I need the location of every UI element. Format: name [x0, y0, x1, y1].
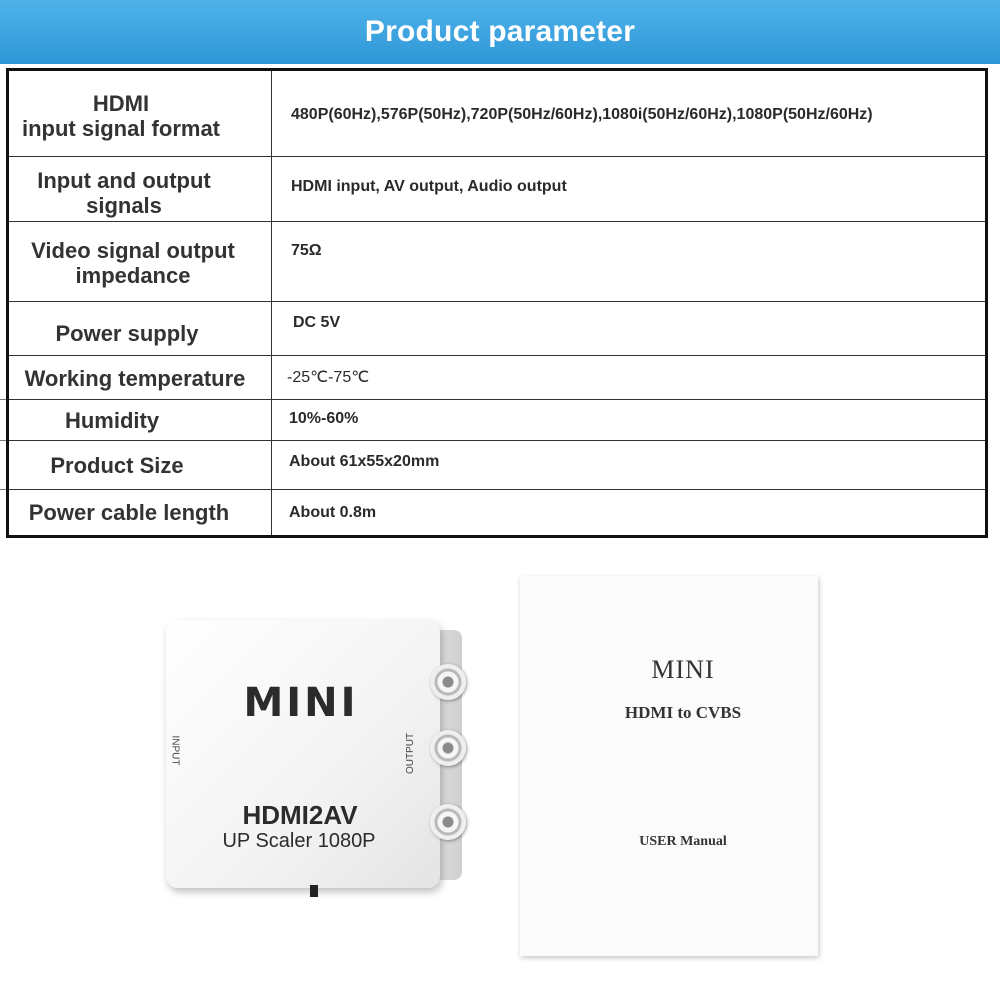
row-label-line: Humidity — [64, 408, 160, 433]
table-row — [9, 71, 985, 157]
manual-subtitle: HDMI to CVBS — [624, 703, 742, 722]
spec-table — [6, 68, 988, 538]
table-row — [9, 157, 985, 222]
output-port-label: OUTPUT — [405, 732, 417, 775]
row-value: DC 5V — [293, 314, 341, 331]
row-label-line: input signal format — [22, 116, 220, 141]
input-port-label: INPUT — [169, 735, 181, 766]
row-label-line: Power supply — [55, 321, 199, 346]
user-manual — [520, 576, 818, 956]
manual-footer: USER Manual — [639, 834, 727, 849]
row-value: 10%-60% — [289, 410, 359, 427]
row-label — [9, 91, 233, 141]
table-row — [9, 441, 985, 490]
manual-title: MINI — [651, 655, 715, 684]
table-row — [9, 222, 985, 302]
cable-stub — [310, 885, 318, 897]
row-label-line: Working temperature — [24, 366, 246, 391]
row-label — [9, 453, 225, 478]
rca-port-icon — [430, 730, 466, 766]
row-label-line: Product Size — [50, 453, 184, 478]
row-label — [9, 321, 245, 346]
row-label — [9, 168, 239, 218]
row-value: -25℃-75℃ — [287, 369, 370, 386]
row-value: 480P(60Hz),576P(50Hz),720P(50Hz/60Hz),1080i(50Hz/60Hz),1080P(50Hz/60Hz) — [291, 106, 873, 123]
row-label-line: impedance — [75, 263, 191, 288]
table-row — [9, 302, 985, 356]
row-value: HDMI input, AV output, Audio output — [291, 178, 567, 195]
row-label-line: Input and output — [37, 168, 211, 193]
table-row — [9, 490, 985, 535]
row-value: About 0.8m — [289, 504, 377, 521]
table-row — [9, 356, 985, 400]
device-model: HDMI2AV — [242, 800, 358, 830]
device-logo: MINI — [243, 680, 359, 726]
table-row — [9, 400, 985, 441]
row-value: About 61x55x20mm — [289, 453, 440, 470]
row-label-line: Power cable length — [28, 500, 230, 525]
row-label-line: signals — [86, 193, 162, 218]
rca-port-icon — [430, 804, 466, 840]
row-label — [9, 408, 215, 433]
rca-port-icon — [430, 664, 466, 700]
row-label-line: HDMI — [92, 91, 150, 116]
row-label — [9, 238, 257, 288]
banner-title: Product parameter — [364, 15, 636, 48]
row-label — [9, 366, 261, 391]
device-subtitle: UP Scaler 1080P — [222, 830, 376, 852]
header-banner — [0, 0, 1000, 64]
row-label — [9, 500, 249, 525]
row-value: 75Ω — [291, 242, 322, 259]
row-label-line: Video signal output — [31, 238, 235, 263]
